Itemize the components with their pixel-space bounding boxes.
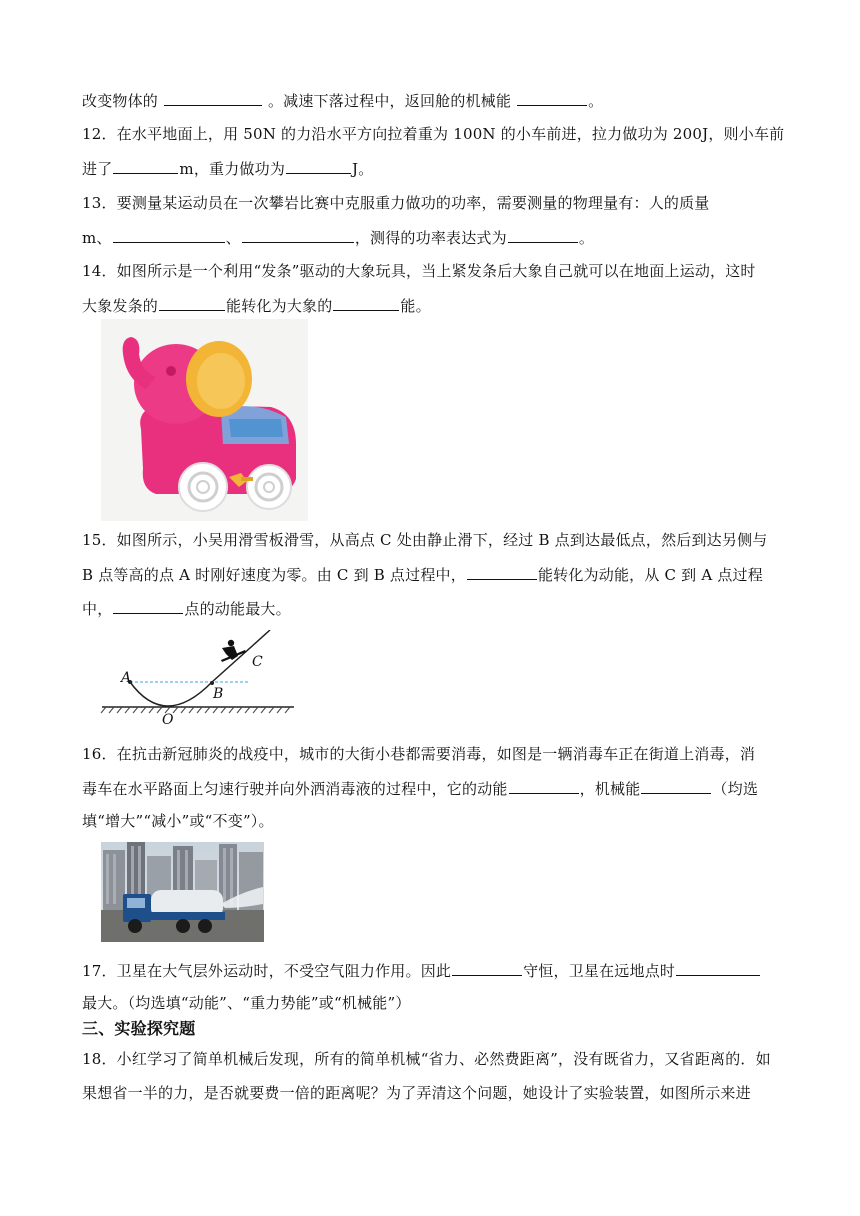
answer-blank[interactable] [159, 295, 225, 311]
point-o-label: O [162, 712, 174, 725]
q14-line1: 14．如图所示是一个利用“发条”驱动的大象玩具，当上紧发条后大象自己就可以在地面上运动，这时 [82, 262, 756, 280]
answer-blank[interactable] [113, 227, 225, 243]
answer-blank[interactable] [509, 778, 579, 794]
q16-line1: 16．在抗击新冠肺炎的战疫中，城市的大街小巷都需要消毒，如图是一辆消毒车正在街道上消毒，消 [82, 745, 756, 763]
q18-line2: 果想省一半的力，是否就要费一倍的距离呢？为了弄清这个问题，她设计了实验装置，如图所示来进 [82, 1084, 751, 1102]
ski-slope-diagram [100, 630, 296, 725]
answer-blank[interactable] [286, 158, 351, 174]
q17-line1: 17．卫星在大气层外运动时，不受空气阻力作用。因此 守恒，卫星在远地点时 [82, 960, 761, 981]
q12-line1: 12．在水平地面上，用 50N 的力沿水平方向拉着重为 100N 的小车前进，拉力做功为 200J，则小车前 [82, 125, 785, 143]
answer-blank[interactable] [452, 960, 522, 976]
point-b-label: B [213, 686, 224, 702]
point-a-label: A [121, 670, 132, 686]
q17-line2: 最大。（均选填“动能”、“重力势能”或“机械能”） [82, 994, 411, 1012]
answer-blank[interactable] [641, 778, 711, 794]
elephant-toy-image [101, 319, 308, 521]
q16-line3: 填“增大”“减小”或“不变”）。 [82, 812, 274, 830]
q16-line2: 毒车在水平路面上匀速行驶并向外洒消毒液的过程中，它的动能 ，机械能 （均选 [82, 780, 759, 798]
answer-blank[interactable] [508, 227, 578, 243]
point-c-label: C [252, 654, 263, 670]
q11-line1: 改变物体的 。减速下落过程中，返回舱的机械能 。 [82, 92, 604, 110]
answer-blank[interactable] [467, 564, 537, 580]
answer-blank[interactable] [113, 158, 178, 174]
answer-blank[interactable] [517, 90, 587, 106]
section-heading: 三、实验探究题 [82, 1019, 196, 1038]
q15-line1: 15．如图所示，小吴用滑雪板滑雪，从高点 C 处由静止滑下，经过 B 点到达最低点，然后到达另侧与 [82, 531, 768, 549]
q14-line2: 大象发条的 能转化为大象的 能。 [82, 297, 431, 315]
answer-blank[interactable] [333, 295, 399, 311]
answer-blank[interactable] [676, 960, 760, 976]
q18-line1: 18．小红学习了简单机械后发现，所有的简单机械“省力、必然费距离”，没有既省力，又省距离的．如 [82, 1050, 771, 1068]
answer-blank[interactable] [242, 227, 354, 243]
q12-line2: 进了 m，重力做功为 J。 [82, 160, 374, 178]
q15-line2: B 点等高的点 A 时刚好速度为零。由 C 到 B 点过程中， 能转化为动能，从 C 到 A 点过程 [82, 566, 763, 584]
answer-blank[interactable] [164, 90, 262, 106]
answer-blank[interactable] [113, 598, 183, 614]
disinfection-truck-image [101, 842, 264, 942]
q15-line3: 中， 点的动能最大。 [82, 600, 291, 618]
q13-line2: m、 、 ，测得的功率表达式为 。 [82, 229, 595, 247]
q13-line1: 13．要测量某运动员在一次攀岩比赛中克服重力做功的功率，需要测量的物理量有：人的质量 [82, 194, 710, 212]
